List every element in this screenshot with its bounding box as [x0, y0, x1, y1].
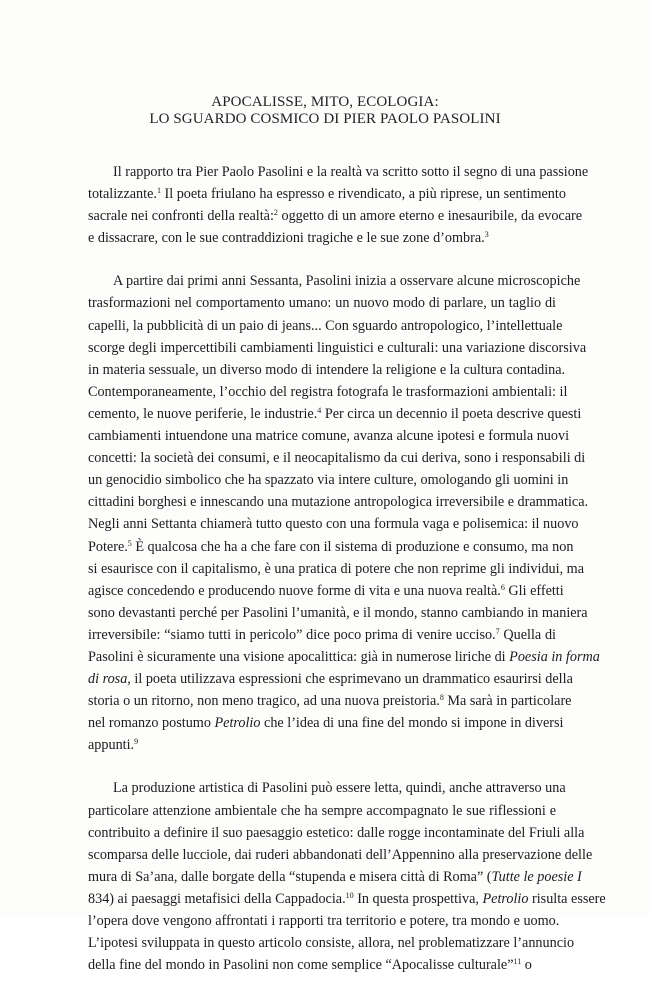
paragraph	[88, 270, 600, 756]
paragraph-line: della fine del mondo in Pasolini non come semplice “Apocalisse culturale”$^{11}$ o	[88, 957, 532, 974]
title-line-1: APOCALISSE, MITO, ECOLOGIA:	[211, 94, 439, 110]
paragraph	[88, 161, 589, 249]
paragraph-line: scomparsa delle lucciole, dai ruderi abbandonati dell’Appennino alla preservazione delle	[88, 846, 593, 863]
paragraph-line: agisce concedendo e producendo nuove forme di vita e una nuova realtà.$^6$ Gli effetti	[88, 582, 564, 599]
paragraph-line: irreversibile: “siamo tutti in pericolo” dice poco prima di venire ucciso.$^7$ Quella di	[88, 626, 556, 643]
paragraph-line: si esaurisce con il capitalismo, è una pratica di potere che non reprime gli individui, ma	[88, 560, 585, 577]
paragraph-line: storia o un ritorno, non meno tragico, ad una nuova preistoria.$^8$ Ma sarà in particolare	[88, 693, 572, 710]
paragraph-line: Potere.$^5$ È qualcosa che ha a che fare con il sistema di produzione e consumo, ma non	[88, 538, 574, 555]
paragraph-line: Negli anni Settanta chiamerà tutto questo con una formula vaga e polisemica: il nuovo	[88, 516, 579, 533]
paragraph-line: trasformazioni nel comportamento umano: un nuovo modo di parlare, un taglio di	[88, 295, 556, 312]
paragraph-line: 834) ai paesaggi metafisici della Cappadocia.$^{10}$ In questa prospettiva, Petrolio risulta essere	[88, 890, 606, 907]
article-body	[88, 161, 606, 997]
paragraph-line: capelli, la pubblicità di un paio di jeans... Con sguardo antropologico, l’intellettuale	[88, 317, 563, 334]
paragraph-line: La produzione artistica di Pasolini può essere letta, quindi, anche attraverso una	[113, 780, 566, 797]
paragraph-line: totalizzante.$^1$ Il poeta friulano ha espresso e rivendicato, a più riprese, un sentimento	[88, 186, 566, 203]
paragraph-line: A partire dai primi anni Sessanta, Pasolini inizia a osservare alcune microscopiche	[113, 273, 581, 290]
title-line-2: LO SGUARDO COSMICO DI PIER PAOLO PASOLINI	[149, 111, 501, 127]
paragraph-line: sacrale nei confronti della realtà:$^2$ oggetto di un amore eterno e inesauribile, da evocare	[88, 208, 583, 225]
paragraph-line: appunti.$^9$	[88, 737, 139, 754]
paragraph-line: cemento, le nuove periferie, le industrie.$^4$ Per circa un decennio il poeta descrive questi	[88, 405, 582, 422]
paragraph-line: Il rapporto tra Pier Paolo Pasolini e la realtà va scritto sotto il segno di una passione	[113, 164, 589, 180]
paragraph-line: mura di Sa’ana, dalle borgate della “stupenda e misera città di Roma” (Tutte le poesie I	[88, 868, 582, 885]
paragraph-line: cittadini borghesi e innescando una mutazione antropologica irreversibile e drammatica.	[88, 494, 589, 511]
paragraph-line: sono devastanti perché per Pasolini l’umanità, e il mondo, stanno cambiando in maniera	[88, 604, 588, 621]
paragraph-line: cambiamenti intuendone una matrice comune, avanza alcune ipotesi e formula nuovi	[88, 428, 570, 445]
paragraph-line: e dissacrare, con le sue contraddizioni tragiche e le sue zone d’ombra.$^3$	[88, 230, 489, 247]
paragraph	[88, 777, 606, 976]
paragraph-line: in materia sessuale, un diverso modo di intendere la religione e la cultura contadina.	[88, 361, 566, 378]
paragraph-line: concetti: la società dei consumi, e il neocapitalismo da cui deriva, sono i responsabili di	[88, 450, 586, 467]
paragraph-line: L’ipotesi sviluppata in questo articolo consiste, allora, nel problematizzare l’annuncio	[88, 935, 575, 952]
paragraph-line: l’opera dove vengono affrontati i rapporti tra territorio e potere, tra mondo e uomo.	[88, 913, 560, 929]
paragraph-line: Pasolini è sicuramente una visione apocalittica: già in numerose liriche di Poesia in forma	[88, 648, 600, 665]
article-title	[0, 94, 650, 128]
paragraph-line: nel romanzo postumo Petrolio che l’idea di una fine del mondo si impone in diversi	[88, 715, 564, 732]
paragraph-line: di rosa, il poeta utilizzava espressioni che esprimevano un drammatico esaurirsi della	[88, 671, 573, 688]
paragraph-line: scorge degli impercettibili cambiamenti linguistici e culturali: una variazione discorsiva	[88, 339, 587, 356]
paragraph-line: un genocidio simbolico che ha spazzato via intere culture, omologando gli uomini in	[88, 472, 569, 489]
paragraph-line: particolare attenzione ambientale che ha sempre accompagnato le sue riflessioni e	[88, 802, 556, 819]
paragraph-line: Contemporaneamente, l’occhio del registra fotografa le trasformazioni ambientali: il	[88, 383, 568, 400]
paragraph-line: contribuito a definire il suo paesaggio estetico: dalle rogge incontaminate del Friuli alla	[88, 824, 585, 841]
